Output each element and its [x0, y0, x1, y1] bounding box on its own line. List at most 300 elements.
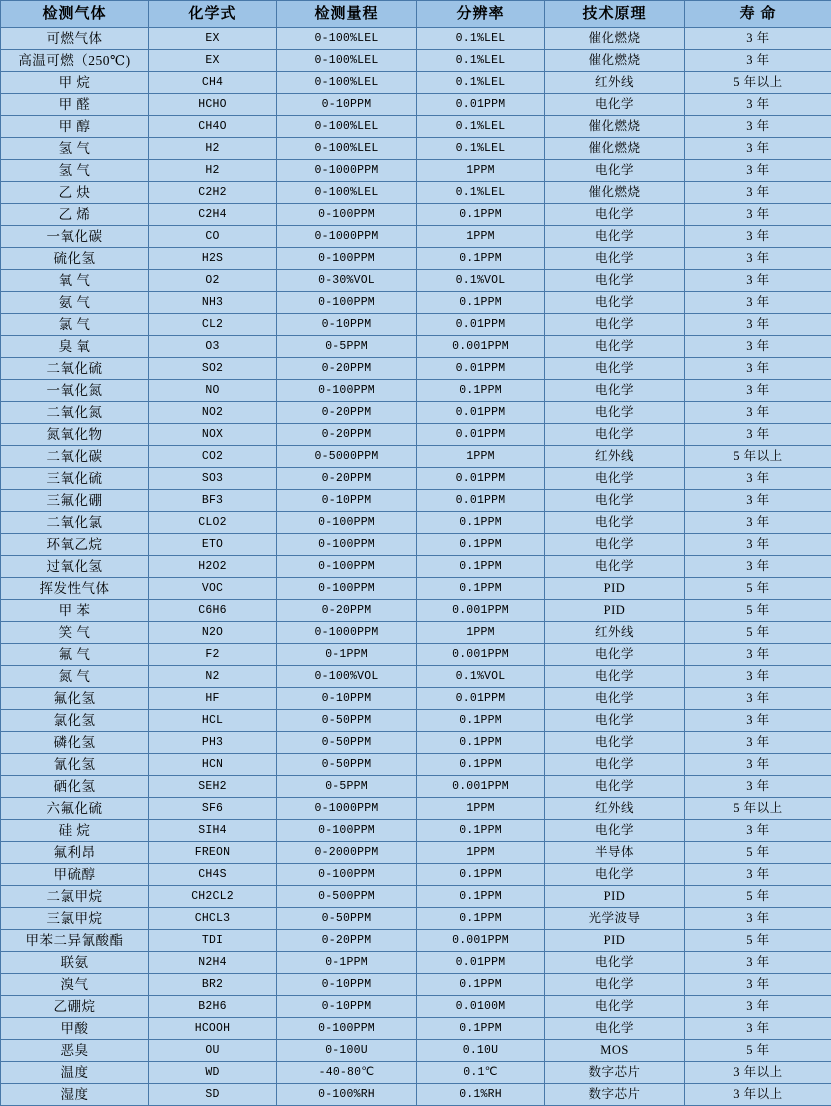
cell-gas: 硫化氢 [1, 248, 149, 270]
table-row [1, 754, 831, 776]
table-row [1, 28, 831, 50]
cell-lifetime: 5 年以上 [685, 446, 831, 468]
cell-lifetime: 3 年 [685, 50, 831, 72]
cell-formula: NH3 [149, 292, 277, 314]
cell-lifetime: 3 年以上 [685, 1062, 831, 1084]
cell-lifetime: 3 年 [685, 820, 831, 842]
cell-lifetime: 3 年 [685, 710, 831, 732]
cell-gas: 氯化氢 [1, 710, 149, 732]
cell-technology: 数字芯片 [545, 1062, 685, 1084]
cell-technology: 催化燃烧 [545, 138, 685, 160]
cell-gas: 笑 气 [1, 622, 149, 644]
table-row [1, 182, 831, 204]
cell-range: 0-100%LEL [277, 116, 417, 138]
table-header [1, 1, 831, 28]
table-body [1, 28, 831, 1106]
cell-technology: 电化学 [545, 468, 685, 490]
cell-technology: 电化学 [545, 160, 685, 182]
cell-lifetime: 3 年 [685, 402, 831, 424]
cell-gas: 温度 [1, 1062, 149, 1084]
cell-technology: 催化燃烧 [545, 50, 685, 72]
cell-technology: 电化学 [545, 952, 685, 974]
cell-range: 0-100%LEL [277, 50, 417, 72]
cell-formula: CO2 [149, 446, 277, 468]
cell-formula: HF [149, 688, 277, 710]
table-row [1, 600, 831, 622]
cell-gas: 硒化氢 [1, 776, 149, 798]
cell-resolution: 1PPM [417, 446, 545, 468]
table-row [1, 270, 831, 292]
cell-formula: F2 [149, 644, 277, 666]
cell-formula: CLO2 [149, 512, 277, 534]
cell-gas: 氰化氢 [1, 754, 149, 776]
cell-technology: 电化学 [545, 336, 685, 358]
cell-technology: 电化学 [545, 1018, 685, 1040]
cell-formula: CO [149, 226, 277, 248]
cell-formula: EX [149, 28, 277, 50]
cell-gas: 臭 氧 [1, 336, 149, 358]
cell-gas: 硅 烷 [1, 820, 149, 842]
cell-lifetime: 3 年 [685, 226, 831, 248]
cell-gas: 氮 气 [1, 666, 149, 688]
cell-range: 0-20PPM [277, 424, 417, 446]
cell-resolution: 0.1%VOL [417, 666, 545, 688]
column-header-technology: 技术原理 [545, 1, 685, 28]
cell-gas: 磷化氢 [1, 732, 149, 754]
table-row [1, 688, 831, 710]
cell-gas: 甲 醇 [1, 116, 149, 138]
cell-technology: 电化学 [545, 380, 685, 402]
cell-range: 0-20PPM [277, 402, 417, 424]
table-row [1, 72, 831, 94]
cell-lifetime: 3 年 [685, 380, 831, 402]
cell-resolution: 0.1PPM [417, 1018, 545, 1040]
cell-range: 0-10PPM [277, 314, 417, 336]
cell-gas: 联氨 [1, 952, 149, 974]
cell-resolution: 0.1℃ [417, 1062, 545, 1084]
cell-gas: 三氯甲烷 [1, 908, 149, 930]
cell-gas: 甲苯二异氰酸酯 [1, 930, 149, 952]
cell-gas: 三氧化硫 [1, 468, 149, 490]
cell-lifetime: 3 年 [685, 754, 831, 776]
cell-formula: HCHO [149, 94, 277, 116]
cell-range: 0-100PPM [277, 248, 417, 270]
table-row [1, 776, 831, 798]
cell-technology: MOS [545, 1040, 685, 1062]
table-row [1, 996, 831, 1018]
cell-resolution: 0.1PPM [417, 908, 545, 930]
table-row [1, 248, 831, 270]
cell-technology: 电化学 [545, 204, 685, 226]
table-row [1, 886, 831, 908]
cell-resolution: 0.01PPM [417, 94, 545, 116]
cell-range: -40-80℃ [277, 1062, 417, 1084]
cell-lifetime: 3 年 [685, 138, 831, 160]
cell-lifetime: 3 年 [685, 358, 831, 380]
column-header-resolution: 分辨率 [417, 1, 545, 28]
cell-formula: BF3 [149, 490, 277, 512]
cell-range: 0-100%LEL [277, 28, 417, 50]
cell-resolution: 0.1PPM [417, 204, 545, 226]
table-row [1, 556, 831, 578]
cell-range: 0-5000PPM [277, 446, 417, 468]
cell-resolution: 0.1PPM [417, 556, 545, 578]
cell-formula: OU [149, 1040, 277, 1062]
cell-range: 0-100PPM [277, 578, 417, 600]
cell-technology: 电化学 [545, 644, 685, 666]
cell-lifetime: 3 年 [685, 512, 831, 534]
cell-formula: CH2CL2 [149, 886, 277, 908]
cell-technology: 电化学 [545, 314, 685, 336]
cell-formula: WD [149, 1062, 277, 1084]
cell-formula: H2O2 [149, 556, 277, 578]
cell-range: 0-100PPM [277, 512, 417, 534]
table-row [1, 1084, 831, 1106]
table-row [1, 402, 831, 424]
cell-resolution: 0.10U [417, 1040, 545, 1062]
cell-formula: NOX [149, 424, 277, 446]
cell-range: 0-20PPM [277, 468, 417, 490]
cell-range: 0-10PPM [277, 996, 417, 1018]
cell-formula: PH3 [149, 732, 277, 754]
cell-lifetime: 3 年 [685, 270, 831, 292]
cell-range: 0-500PPM [277, 886, 417, 908]
cell-gas: 氮氧化物 [1, 424, 149, 446]
cell-range: 0-30%VOL [277, 270, 417, 292]
cell-lifetime: 3 年 [685, 468, 831, 490]
cell-gas: 二氧化碳 [1, 446, 149, 468]
cell-resolution: 0.1PPM [417, 974, 545, 996]
cell-resolution: 0.01PPM [417, 952, 545, 974]
cell-range: 0-1000PPM [277, 622, 417, 644]
table-row [1, 1062, 831, 1084]
cell-lifetime: 5 年 [685, 1040, 831, 1062]
cell-lifetime: 3 年 [685, 908, 831, 930]
cell-lifetime: 3 年 [685, 688, 831, 710]
cell-gas: 氯 气 [1, 314, 149, 336]
cell-range: 0-20PPM [277, 358, 417, 380]
cell-lifetime: 3 年 [685, 336, 831, 358]
cell-lifetime: 3 年 [685, 556, 831, 578]
cell-gas: 乙 炔 [1, 182, 149, 204]
cell-formula: HCOOH [149, 1018, 277, 1040]
cell-technology: 红外线 [545, 72, 685, 94]
cell-technology: 电化学 [545, 490, 685, 512]
cell-resolution: 0.1%LEL [417, 138, 545, 160]
cell-lifetime: 3 年 [685, 490, 831, 512]
table-row [1, 292, 831, 314]
cell-formula: C6H6 [149, 600, 277, 622]
cell-range: 0-10PPM [277, 974, 417, 996]
cell-gas: 乙 烯 [1, 204, 149, 226]
cell-lifetime: 5 年 [685, 886, 831, 908]
cell-technology: 电化学 [545, 270, 685, 292]
cell-range: 0-100PPM [277, 534, 417, 556]
table-row [1, 930, 831, 952]
cell-resolution: 0.1%LEL [417, 72, 545, 94]
cell-formula: SD [149, 1084, 277, 1106]
cell-technology: PID [545, 930, 685, 952]
cell-gas: 环氧乙烷 [1, 534, 149, 556]
cell-lifetime: 3 年 [685, 314, 831, 336]
table-row [1, 732, 831, 754]
cell-resolution: 0.001PPM [417, 336, 545, 358]
table-row [1, 578, 831, 600]
cell-range: 0-10PPM [277, 490, 417, 512]
table-row [1, 512, 831, 534]
cell-formula: NO2 [149, 402, 277, 424]
cell-lifetime: 5 年 [685, 930, 831, 952]
cell-range: 0-100U [277, 1040, 417, 1062]
table-row [1, 666, 831, 688]
table-row [1, 468, 831, 490]
cell-formula: CL2 [149, 314, 277, 336]
cell-formula: B2H6 [149, 996, 277, 1018]
table-row [1, 50, 831, 72]
cell-resolution: 0.01PPM [417, 688, 545, 710]
cell-formula: CH4S [149, 864, 277, 886]
cell-formula: HCN [149, 754, 277, 776]
cell-lifetime: 3 年 [685, 248, 831, 270]
cell-technology: 电化学 [545, 974, 685, 996]
cell-formula: CH4 [149, 72, 277, 94]
column-header-formula: 化学式 [149, 1, 277, 28]
cell-range: 0-50PPM [277, 732, 417, 754]
table-row [1, 116, 831, 138]
cell-formula: H2 [149, 160, 277, 182]
cell-technology: 电化学 [545, 534, 685, 556]
cell-gas: 二氧化氮 [1, 402, 149, 424]
cell-resolution: 0.1%LEL [417, 116, 545, 138]
cell-range: 0-100PPM [277, 292, 417, 314]
cell-technology: 电化学 [545, 248, 685, 270]
column-header-gas: 检测气体 [1, 1, 149, 28]
cell-formula: O3 [149, 336, 277, 358]
cell-lifetime: 3 年 [685, 776, 831, 798]
cell-technology: 电化学 [545, 864, 685, 886]
cell-lifetime: 3 年 [685, 160, 831, 182]
cell-lifetime: 3 年 [685, 94, 831, 116]
cell-formula: O2 [149, 270, 277, 292]
cell-resolution: 0.01PPM [417, 402, 545, 424]
cell-formula: H2 [149, 138, 277, 160]
cell-range: 0-100PPM [277, 1018, 417, 1040]
cell-formula: ETO [149, 534, 277, 556]
cell-technology: 电化学 [545, 996, 685, 1018]
cell-gas: 甲 烷 [1, 72, 149, 94]
table-row [1, 160, 831, 182]
cell-gas: 一氧化氮 [1, 380, 149, 402]
cell-gas: 甲 苯 [1, 600, 149, 622]
column-header-range: 检测量程 [277, 1, 417, 28]
cell-gas: 二氧化硫 [1, 358, 149, 380]
cell-resolution: 0.1PPM [417, 820, 545, 842]
cell-formula: SO3 [149, 468, 277, 490]
cell-range: 0-10PPM [277, 688, 417, 710]
cell-resolution: 0.01PPM [417, 314, 545, 336]
table-row [1, 864, 831, 886]
cell-lifetime: 5 年 [685, 842, 831, 864]
cell-technology: 数字芯片 [545, 1084, 685, 1106]
cell-technology: PID [545, 578, 685, 600]
cell-technology: 电化学 [545, 402, 685, 424]
cell-formula: VOC [149, 578, 277, 600]
cell-gas: 甲硫醇 [1, 864, 149, 886]
cell-resolution: 0.001PPM [417, 776, 545, 798]
cell-gas: 氨 气 [1, 292, 149, 314]
cell-gas: 可燃气体 [1, 28, 149, 50]
table-row [1, 380, 831, 402]
cell-technology: 红外线 [545, 622, 685, 644]
cell-range: 0-1000PPM [277, 798, 417, 820]
cell-formula: N2O [149, 622, 277, 644]
cell-resolution: 1PPM [417, 160, 545, 182]
cell-gas: 氟 气 [1, 644, 149, 666]
cell-resolution: 0.1PPM [417, 534, 545, 556]
cell-resolution: 1PPM [417, 842, 545, 864]
cell-range: 0-2000PPM [277, 842, 417, 864]
cell-range: 0-50PPM [277, 710, 417, 732]
cell-formula: CHCL3 [149, 908, 277, 930]
table-row [1, 622, 831, 644]
table-row [1, 94, 831, 116]
cell-formula: FREON [149, 842, 277, 864]
cell-range: 0-10PPM [277, 94, 417, 116]
cell-resolution: 0.1PPM [417, 732, 545, 754]
cell-gas: 氟化氢 [1, 688, 149, 710]
cell-range: 0-20PPM [277, 930, 417, 952]
cell-formula: HCL [149, 710, 277, 732]
cell-lifetime: 3 年 [685, 116, 831, 138]
cell-gas: 氧 气 [1, 270, 149, 292]
table-row [1, 710, 831, 732]
cell-gas: 乙硼烷 [1, 996, 149, 1018]
cell-resolution: 0.001PPM [417, 930, 545, 952]
cell-range: 0-100PPM [277, 820, 417, 842]
cell-gas: 氟利昂 [1, 842, 149, 864]
cell-resolution: 0.1PPM [417, 578, 545, 600]
cell-lifetime: 5 年 [685, 578, 831, 600]
cell-technology: 催化燃烧 [545, 116, 685, 138]
cell-technology: 电化学 [545, 776, 685, 798]
cell-technology: 电化学 [545, 556, 685, 578]
cell-technology: 半导体 [545, 842, 685, 864]
cell-lifetime: 3 年 [685, 666, 831, 688]
cell-lifetime: 3 年 [685, 974, 831, 996]
cell-gas: 高温可燃（250℃) [1, 50, 149, 72]
cell-technology: 电化学 [545, 666, 685, 688]
cell-lifetime: 3 年 [685, 534, 831, 556]
cell-lifetime: 3 年 [685, 732, 831, 754]
table-row [1, 138, 831, 160]
cell-formula: SIH4 [149, 820, 277, 842]
cell-gas: 湿度 [1, 1084, 149, 1106]
table-row [1, 842, 831, 864]
cell-resolution: 0.1%RH [417, 1084, 545, 1106]
cell-formula: EX [149, 50, 277, 72]
cell-technology: 电化学 [545, 710, 685, 732]
cell-range: 0-100%LEL [277, 182, 417, 204]
cell-technology: 电化学 [545, 226, 685, 248]
cell-formula: SF6 [149, 798, 277, 820]
table-row [1, 534, 831, 556]
cell-gas: 溴气 [1, 974, 149, 996]
cell-formula: N2 [149, 666, 277, 688]
cell-formula: C2H4 [149, 204, 277, 226]
cell-resolution: 0.01PPM [417, 424, 545, 446]
cell-range: 0-50PPM [277, 754, 417, 776]
cell-resolution: 1PPM [417, 226, 545, 248]
cell-formula: SO2 [149, 358, 277, 380]
cell-gas: 氢 气 [1, 160, 149, 182]
cell-range: 0-100PPM [277, 380, 417, 402]
cell-gas: 氢 气 [1, 138, 149, 160]
cell-range: 0-100PPM [277, 864, 417, 886]
cell-resolution: 1PPM [417, 622, 545, 644]
cell-resolution: 0.0100M [417, 996, 545, 1018]
cell-technology: PID [545, 886, 685, 908]
cell-range: 0-100%LEL [277, 138, 417, 160]
cell-gas: 二氧化氯 [1, 512, 149, 534]
cell-technology: PID [545, 600, 685, 622]
cell-resolution: 0.001PPM [417, 644, 545, 666]
cell-formula: N2H4 [149, 952, 277, 974]
table-row [1, 974, 831, 996]
cell-lifetime: 3 年 [685, 952, 831, 974]
table-row [1, 424, 831, 446]
cell-lifetime: 5 年 [685, 622, 831, 644]
cell-resolution: 0.1%LEL [417, 28, 545, 50]
cell-range: 0-1000PPM [277, 160, 417, 182]
table-row [1, 644, 831, 666]
table-row [1, 204, 831, 226]
cell-lifetime: 5 年 [685, 600, 831, 622]
cell-range: 0-50PPM [277, 908, 417, 930]
cell-gas: 一氧化碳 [1, 226, 149, 248]
cell-technology: 红外线 [545, 798, 685, 820]
cell-resolution: 0.1PPM [417, 886, 545, 908]
cell-formula: CH4O [149, 116, 277, 138]
cell-range: 0-100%VOL [277, 666, 417, 688]
cell-range: 0-1000PPM [277, 226, 417, 248]
cell-formula: SEH2 [149, 776, 277, 798]
cell-gas: 六氟化硫 [1, 798, 149, 820]
cell-resolution: 0.1PPM [417, 292, 545, 314]
cell-gas: 甲 醛 [1, 94, 149, 116]
cell-technology: 电化学 [545, 292, 685, 314]
cell-lifetime: 3 年 [685, 182, 831, 204]
cell-range: 0-1PPM [277, 644, 417, 666]
cell-resolution: 0.1PPM [417, 512, 545, 534]
cell-lifetime: 3 年 [685, 1018, 831, 1040]
cell-resolution: 0.1%LEL [417, 182, 545, 204]
cell-range: 0-5PPM [277, 336, 417, 358]
cell-resolution: 0.1PPM [417, 380, 545, 402]
cell-lifetime: 3 年 [685, 292, 831, 314]
table-row [1, 336, 831, 358]
table-row [1, 798, 831, 820]
cell-formula: BR2 [149, 974, 277, 996]
cell-lifetime: 3 年以上 [685, 1084, 831, 1106]
cell-technology: 电化学 [545, 512, 685, 534]
table-row [1, 1040, 831, 1062]
cell-resolution: 0.1%VOL [417, 270, 545, 292]
cell-resolution: 0.1PPM [417, 754, 545, 776]
cell-lifetime: 3 年 [685, 204, 831, 226]
cell-resolution: 0.1PPM [417, 864, 545, 886]
cell-technology: 电化学 [545, 358, 685, 380]
cell-resolution: 0.1%LEL [417, 50, 545, 72]
